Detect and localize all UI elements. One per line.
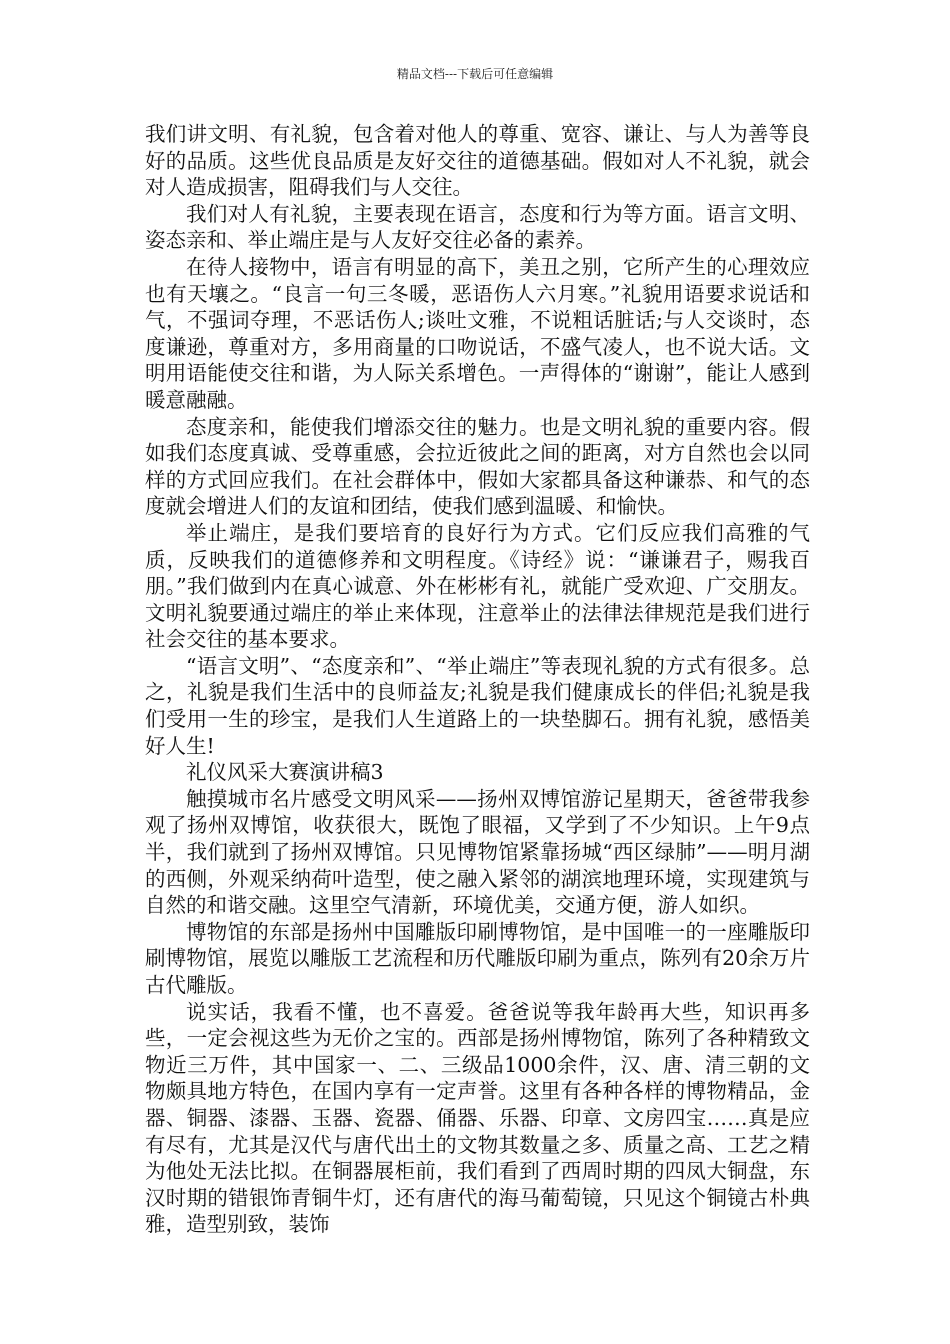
document-body <box>145 121 810 1238</box>
paragraph: 举止端庄，是我们要培育的良好行为方式。它们反应我们高雅的气质，反映我们的道德修养和文明程度。《诗经》说：“谦谦君子，赐我百朋。”我们做到内在真心诚意、外在彬彬有礼，就能广受欢迎、广交朋友。文明礼貌要通过端庄的举止来体现，注意举止的法律法律规范是我们进行社会交往的基本要求。 <box>145 520 810 652</box>
paragraph: 触摸城市名片感受文明风采——扬州双博馆游记星期天，爸爸带我参观了扬州双博馆，收获很大，既饱了眼福，又学到了不少知识。上午9点半，我们就到了扬州双博馆。只见博物馆紧靠扬城“西区绿肺”——明月湖的西侧，外观采纳荷叶造型，使之融入紧邻的湖滨地理环境，实现建筑与自然的和谐交融。这里空气清新，环境优美，交通方便，游人如织。 <box>145 786 810 918</box>
paragraph: 态度亲和，能使我们增添交往的魅力。也是文明礼貌的重要内容。假如我们态度真诚、受尊重感，会拉近彼此之间的距离，对方自然也会以同样的方式回应我们。在社会群体中，假如大家都具备这种谦恭、和气的态度就会增进人们的友谊和团结，使我们感到温暖、和愉快。 <box>145 414 810 519</box>
section-title: 礼仪风采大赛演讲稿3 <box>186 760 384 785</box>
paragraph: 说实话，我看不懂，也不喜爱。爸爸说等我年龄再大些，知识再多些，一定会视这些为无价之宝的。西部是扬州博物馆，陈列了各种精致文物近三万件，其中国家一、二、三级品1000余件，汉、唐、清三朝的文物颇具地方特色，在国内享有一定声誉。这里有各种各样的博物精品，金器、铜器、漆器、玉器、瓷器、俑器、乐器、印章、文房四宝……真是应有尽有，尤其是汉代与唐代出土的文物其数量之多、质量之高、工艺之精为他处无法比拟。在铜器展柜前，我们看到了西周时期的四凤大铜盘，东汉时期的错银饰青铜牛灯，还有唐代的海马葡萄镜，只见这个铜镜古朴典雅，造型别致，装饰 <box>145 999 810 1237</box>
paragraph: 在待人接物中，语言有明显的高下，美丑之别，它所产生的心理效应也有天壤之。“良言一句三冬暖，恶语伤人六月寒。”礼貌用语要求说话和气，不强词夺理，不恶话伤人;谈吐文雅，不说粗话脏话;与人交谈时，态度谦逊，尊重对方，多用商量的口吻说话，不盛气凌人，也不说大话。文明用语能使交往和谐，为人际关系增色。一声得体的“谢谢”，能让人感到暖意融融。 <box>145 254 810 412</box>
paragraph: 我们讲文明、有礼貌，包含着对他人的尊重、宽容、谦让、与人为善等良好的品质。这些优良品质是友好交往的道德基础。假如对人不礼貌，就会对人造成损害，阻碍我们与人交往。 <box>145 122 810 200</box>
page-header: 精品文档---下载后可任意编辑 <box>396 67 554 81</box>
paragraph: “语言文明”、“态度亲和”、“举止端庄”等表现礼貌的方式有很多。总之，礼貌是我们生活中的良师益友;礼貌是我们健康成长的伴侣;礼貌是我们受用一生的珍宝，是我们人生道路上的一块垫脚石。拥有礼貌，感悟美好人生! <box>145 653 810 758</box>
paragraph: 博物馆的东部是扬州中国雕版印刷博物馆，是中国唯一的一座雕版印刷博物馆，展览以雕版工艺流程和历代雕版印刷为重点，陈列有20余万片古代雕版。 <box>145 919 810 997</box>
paragraph: 我们对人有礼貌，主要表现在语言，态度和行为等方面。语言文明、姿态亲和、举止端庄是与人友好交往必备的素养。 <box>145 201 810 253</box>
